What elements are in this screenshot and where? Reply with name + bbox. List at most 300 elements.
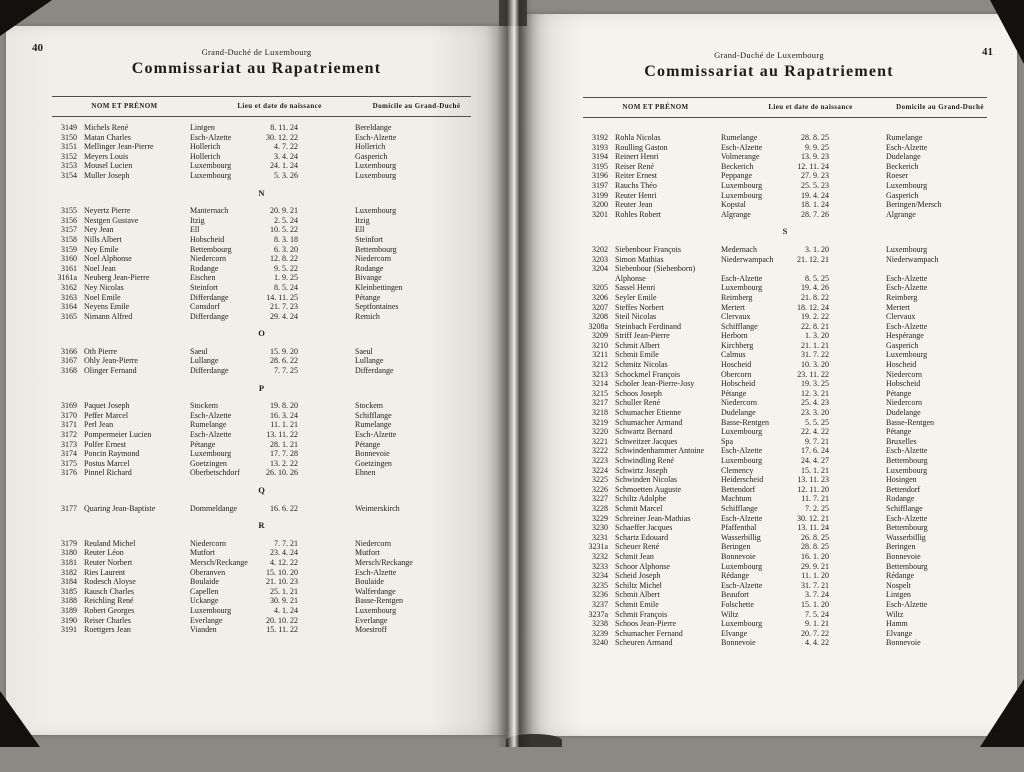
cell-name: Reuter Jean — [615, 200, 653, 210]
cell-domicile: Mertert — [886, 302, 910, 312]
cell-name: Siebenbour François — [615, 244, 681, 254]
cell-place: Everlange — [190, 615, 223, 625]
cell-num: 3227 — [592, 494, 608, 504]
cell-place: Esch-Alzette — [190, 132, 232, 142]
cell-num: 3240 — [592, 638, 608, 648]
table-row — [52, 587, 471, 597]
cell-date: 3. 4. 24 — [274, 151, 298, 161]
cell-num: 3229 — [592, 513, 608, 523]
cell-name: Schwindenhammer Antoine — [615, 446, 705, 456]
cell-num: 3191 — [61, 625, 77, 635]
cell-name: Oth Pierre — [84, 346, 118, 356]
cell-num: 3151 — [61, 142, 77, 152]
cell-date: 1. 9. 25 — [274, 273, 298, 283]
cell-num: 3205 — [592, 283, 608, 293]
cell-place: Rumelange — [190, 420, 227, 430]
cell-place: Machtum — [721, 494, 752, 504]
cell-place: Mertert — [721, 302, 745, 312]
table-row — [583, 200, 987, 210]
cell-name: Schwinden Nicolas — [615, 475, 677, 485]
cell-date: 5. 3. 26 — [274, 170, 298, 180]
cell-num: 3222 — [592, 446, 608, 456]
table-row — [52, 548, 471, 558]
table-row — [583, 303, 987, 313]
cell-domicile: Hollerich — [355, 142, 386, 152]
cell-domicile: Esch-Alzette — [886, 599, 928, 609]
cell-place: Medernach — [721, 244, 757, 254]
cell-date: 12. 8. 22 — [270, 254, 298, 264]
table-row — [583, 360, 987, 370]
cell-num: 3234 — [592, 571, 608, 581]
cell-num: 3237 — [592, 599, 608, 609]
cell-date: 23. 11. 22 — [797, 369, 829, 379]
cell-name: Schockmel François — [615, 369, 681, 379]
cell-date: 28. 6. 22 — [270, 356, 298, 366]
cell-num: 3204 — [592, 264, 608, 274]
cell-date: 7. 5. 24 — [805, 609, 829, 619]
cell-name: Reiser Charles — [84, 615, 131, 625]
cell-name: Schiltz Michel — [615, 580, 662, 590]
cell-name: Robert Georges — [84, 605, 135, 615]
cell-name: Nestgen Gustave — [84, 215, 139, 225]
cell-place: Pétange — [190, 439, 216, 449]
cell-domicile: Walferdange — [355, 586, 396, 596]
table-row — [583, 312, 987, 322]
cell-domicile — [829, 264, 987, 274]
cell-date: 12. 11. 20 — [797, 484, 829, 494]
cell-name: Striff Jean-Pierre — [615, 331, 670, 341]
cell-domicile: Esch-Alzette — [355, 567, 397, 577]
table-row — [52, 123, 471, 133]
cell-num: 3203 — [592, 254, 608, 264]
cell-domicile: Schifflange — [886, 503, 923, 513]
cell-place: Beckerich — [721, 161, 754, 171]
cell-domicile: Bonnevoie — [886, 638, 921, 648]
cell-name: Schartz Edouard — [615, 532, 669, 542]
cell-date: 12. 3. 21 — [801, 388, 829, 398]
table-row — [583, 514, 987, 524]
cell-place: Schifflange — [721, 321, 758, 331]
table-row — [583, 283, 987, 293]
table-row — [583, 264, 987, 274]
cell-num: 3219 — [592, 417, 608, 427]
cell-date: 9. 5. 22 — [274, 263, 298, 273]
cell-place: Luxembourg — [721, 427, 763, 437]
cell-date: 20. 7. 22 — [801, 628, 829, 638]
table-row — [583, 210, 987, 220]
cell-domicile: Ell — [355, 225, 365, 235]
cell-date: 11. 7. 21 — [801, 494, 829, 504]
table-row — [583, 331, 987, 341]
cell-place: Wiltz — [721, 609, 739, 619]
cell-domicile: Niedercorn — [355, 254, 391, 264]
cell-num: 3182 — [61, 567, 77, 577]
cell-date: 18. 12. 24 — [797, 302, 829, 312]
cell-domicile: Gasperich — [886, 340, 919, 350]
cell-domicile: Hobscheid — [886, 379, 921, 389]
cell-date: 23. 3. 20 — [801, 408, 829, 418]
table-row — [52, 293, 471, 303]
cell-name: Rohles Robert — [615, 209, 661, 219]
cell-name: Reiser René — [615, 161, 654, 171]
cell-date — [785, 264, 829, 274]
section-letter-s: S — [782, 226, 788, 237]
cell-date: 28. 1. 21 — [270, 439, 298, 449]
cell-domicile: Gasperich — [886, 190, 919, 200]
cell-name: Muller Joseph — [84, 170, 130, 180]
cell-place: Herborn — [721, 331, 748, 341]
table-row — [583, 466, 987, 476]
cell-num: 3215 — [592, 388, 608, 398]
cell-name: Schumacher Armand — [615, 417, 683, 427]
table-row — [583, 370, 987, 380]
cell-date: 21. 8. 22 — [801, 292, 829, 302]
cell-domicile: Hamm — [886, 619, 908, 629]
cell-date: 20. 10. 22 — [266, 615, 298, 625]
cell-num: 3188 — [61, 596, 77, 606]
cell-num: 3190 — [61, 615, 77, 625]
cell-num: 3167 — [61, 356, 77, 366]
cell-name: Steinbach Ferdinand — [615, 321, 681, 331]
cell-domicile: Rodange — [886, 494, 915, 504]
table-row — [52, 420, 471, 430]
cell-date: 11. 1. 20 — [801, 571, 829, 581]
cell-place: Niedercorn — [190, 538, 226, 548]
cell-name: Schmit François — [615, 609, 668, 619]
cell-place: Uckange — [190, 596, 219, 606]
cell-domicile: Luxembourg — [886, 465, 928, 475]
table-row — [583, 133, 987, 143]
cell-domicile: Bivange — [355, 273, 382, 283]
cell-domicile: Luxembourg — [886, 244, 928, 254]
table-row — [52, 440, 471, 450]
column-header-lieu: Lieu et date de naissance — [768, 103, 853, 111]
cell-name: Alphonse — [615, 273, 646, 283]
cell-domicile: Stockem — [355, 401, 383, 411]
cell-date: 7. 7. 25 — [274, 366, 298, 376]
page-gutter — [497, 0, 533, 747]
cell-name: Schuller René — [615, 398, 661, 408]
table-row — [583, 181, 987, 191]
cell-date: 19. 4. 26 — [801, 283, 829, 293]
cell-place: Luxembourg — [721, 456, 763, 465]
cell-place: Calmus — [721, 350, 746, 360]
cell-domicile: Pétange — [355, 292, 381, 302]
cell-place: Dudelange — [721, 408, 756, 418]
cell-date: 13. 11. 23 — [797, 475, 829, 485]
cell-domicile: Septfontaines — [355, 302, 399, 312]
table-row — [52, 596, 471, 606]
cell-num: 3223 — [592, 456, 608, 465]
table-row — [52, 235, 471, 245]
table-row — [52, 206, 471, 216]
cell-domicile: Luxembourg — [355, 170, 397, 180]
cell-date: 22. 8. 21 — [801, 321, 829, 331]
table-row — [583, 191, 987, 201]
cell-num: 3202 — [592, 244, 608, 254]
table-row — [583, 590, 987, 600]
cell-name: Seyler Emile — [615, 292, 657, 302]
table-row — [583, 600, 987, 610]
cell-name: Meyers Louis — [84, 151, 129, 161]
cell-name: Neuberg Jean-Pierre — [84, 273, 150, 283]
cell-place: Luxembourg — [721, 283, 763, 293]
cell-domicile: Algrange — [886, 209, 916, 219]
cell-domicile: Basse-Rentgen — [355, 596, 403, 606]
cell-place: Kirchberg — [721, 340, 754, 350]
table-row — [583, 504, 987, 514]
table-row — [583, 542, 987, 552]
cell-place: Niederwampach — [721, 254, 774, 264]
cell-num: 3214 — [592, 379, 608, 389]
cell-date: 21. 1. 21 — [801, 340, 829, 350]
cell-date: 4. 12. 22 — [270, 557, 298, 567]
cell-num: 3174 — [61, 449, 77, 459]
cell-domicile: Luxembourg — [886, 180, 928, 190]
table-row — [52, 504, 471, 514]
cell-name: Reichling René — [84, 596, 134, 606]
cell-place: Bettembourg — [190, 244, 232, 254]
cell-num: 3239 — [592, 628, 608, 638]
cell-num: 3206 — [592, 292, 608, 302]
cell-num: 3224 — [592, 465, 608, 475]
cell-name: Mousel Lucien — [84, 161, 133, 171]
table-row — [52, 254, 471, 264]
cell-place: Luxembourg — [190, 449, 232, 459]
cell-domicile: Everlange — [355, 615, 388, 625]
cell-place: Algrange — [721, 209, 751, 219]
cell-date: 15. 9. 20 — [270, 346, 298, 356]
cell-domicile: Kleinbettingen — [355, 282, 403, 292]
cell-date: 3. 1. 20 — [805, 244, 829, 254]
cell-date: 7. 7. 21 — [274, 538, 298, 548]
cell-num: 3238 — [592, 619, 608, 629]
cell-place: Esch-Alzette — [721, 513, 763, 523]
cell-num: 3172 — [61, 430, 77, 440]
table-row — [583, 245, 987, 255]
cell-domicile: Remich — [355, 311, 380, 321]
table-row — [583, 379, 987, 389]
cell-num: 3193 — [592, 142, 608, 152]
cell-num: 3185 — [61, 586, 77, 596]
cell-name: Rausch Charles — [84, 586, 134, 596]
cell-place — [721, 264, 785, 274]
cell-place: Manternach — [190, 206, 229, 216]
table-row — [52, 568, 471, 578]
cell-domicile: Esch-Alzette — [886, 321, 928, 331]
cell-place: Itzig — [190, 215, 205, 225]
table-row — [583, 171, 987, 181]
cell-place: Esch-Alzette — [721, 580, 763, 590]
table-row — [583, 629, 987, 639]
cell-date: 15. 11. 22 — [266, 625, 298, 635]
cell-date: 13. 2. 22 — [270, 458, 298, 468]
cell-date: 22. 4. 22 — [801, 427, 829, 437]
cell-place: Spa — [721, 436, 733, 446]
cell-place: Esch-Alzette — [721, 142, 763, 152]
cell-name: Poncin Raymond — [84, 449, 140, 459]
cell-date: 26. 8. 25 — [801, 532, 829, 542]
page-title: Commissariat au Rapatriement — [131, 60, 382, 77]
table-rows — [52, 123, 471, 635]
cell-date: 16. 3. 24 — [270, 410, 298, 420]
table-row — [52, 142, 471, 152]
cell-domicile: Bruxelles — [886, 436, 917, 446]
cell-date: 13. 11. 22 — [266, 430, 298, 440]
cell-place: Rédange — [721, 571, 749, 581]
cell-num: 3232 — [592, 551, 608, 561]
cell-num: 3195 — [592, 161, 608, 171]
cell-date: 15. 1. 20 — [801, 599, 829, 609]
cell-place: Luxembourg — [190, 170, 232, 180]
table-row — [583, 408, 987, 418]
cell-num: 3200 — [592, 200, 608, 210]
cell-domicile: Bonnevoie — [886, 551, 921, 561]
cell-date: 30. 12. 21 — [797, 513, 829, 523]
cell-domicile: Hoscheid — [886, 360, 917, 370]
cell-date: 19. 8. 20 — [270, 401, 298, 411]
cell-domicile: Pétange — [886, 388, 912, 398]
table-rows — [583, 133, 987, 648]
cell-num: 3154 — [61, 170, 77, 180]
cell-domicile: Rumelange — [886, 133, 923, 142]
cell-domicile: Bettendorf — [886, 484, 921, 494]
cell-place: Luxembourg — [190, 605, 232, 615]
cell-place: Vianden — [190, 625, 217, 635]
cell-num: 3179 — [61, 538, 77, 548]
cell-num: 3153 — [61, 161, 77, 171]
cell-date: 2. 5. 24 — [274, 215, 298, 225]
cell-place: Pfaffenthal — [721, 523, 757, 533]
cell-domicile: Niedercorn — [355, 538, 391, 548]
cell-date: 13. 11. 24 — [797, 523, 829, 533]
cell-date: 24. 4. 27 — [801, 456, 829, 465]
cell-place: Mutfort — [190, 548, 215, 558]
cell-name: Ries Laurent — [84, 567, 126, 577]
cell-name: Schiltz Adolphe — [615, 494, 667, 504]
cell-date: 21. 10. 23 — [266, 577, 298, 587]
cell-date: 8. 5. 24 — [274, 282, 298, 292]
cell-domicile: Elvange — [886, 628, 913, 638]
cell-date: 4. 1. 24 — [274, 605, 298, 615]
cell-domicile: Dudelange — [886, 152, 921, 162]
cell-place: Lullange — [190, 356, 219, 366]
table-row — [583, 427, 987, 437]
cell-domicile: Luxembourg — [886, 350, 928, 360]
cell-num: 3184 — [61, 577, 77, 587]
cell-place: Hollerich — [190, 142, 221, 152]
cell-date: 10. 5. 22 — [270, 225, 298, 235]
table-row — [52, 216, 471, 226]
cell-domicile: Ehnen — [355, 468, 376, 478]
cell-domicile: Wasserbillig — [886, 532, 926, 542]
cell-place: Wasserbillig — [721, 532, 761, 542]
cell-date: 26. 10. 26 — [266, 468, 298, 478]
cell-date: 10. 3. 20 — [801, 360, 829, 370]
cell-domicile: Clervaux — [886, 312, 916, 322]
cell-domicile: Bettembourg — [886, 523, 928, 533]
cell-domicile: Esch-Alzette — [355, 132, 397, 142]
table-row — [583, 610, 987, 620]
cell-date: 8. 5. 25 — [805, 273, 829, 283]
cell-name: Reuter Léon — [84, 548, 124, 558]
right-page — [521, 14, 1017, 736]
cell-num: 3210 — [592, 340, 608, 350]
cell-num: 3155 — [61, 206, 77, 216]
cell-name: Nimann Alfred — [84, 311, 133, 321]
cell-name: Neyens Emile — [84, 302, 130, 312]
page-number: 40 — [32, 42, 43, 54]
cell-date: 9. 1. 21 — [805, 619, 829, 629]
cell-domicile: Mersch/Reckange — [355, 557, 413, 567]
cell-name: Sassel Henri — [615, 283, 656, 293]
cell-date: 3. 7. 24 — [805, 590, 829, 600]
cell-name: Roulling Gaston — [615, 142, 668, 152]
cell-domicile: Esch-Alzette — [886, 446, 928, 456]
table-row — [583, 293, 987, 303]
cell-date: 15. 1. 21 — [801, 465, 829, 475]
table-row — [52, 302, 471, 312]
section-letter-q: Q — [258, 485, 265, 495]
cell-name: Schmit Marcel — [615, 503, 663, 513]
table-row — [52, 133, 471, 143]
cell-domicile: Niedercorn — [886, 369, 922, 379]
cell-name: Reiter Ernest — [615, 171, 657, 181]
table-row — [583, 581, 987, 591]
cell-num: 3169 — [61, 401, 77, 411]
table-header — [583, 97, 987, 118]
cell-num: 3168 — [61, 366, 77, 376]
cell-place: Boulaide — [190, 577, 219, 587]
cell-place: Hobscheid — [721, 379, 756, 389]
cell-date: 31. 7. 21 — [801, 580, 829, 590]
cell-date: 18. 1. 24 — [801, 200, 829, 210]
cell-name: Scheid Joseph — [615, 571, 661, 581]
cell-place: Capellen — [190, 586, 219, 596]
table-row — [52, 273, 471, 283]
table-row — [583, 418, 987, 428]
cell-name: Pinnel Richard — [84, 468, 132, 478]
cell-domicile: Moestroff — [355, 625, 387, 635]
cell-num: 3161 — [61, 263, 77, 273]
cell-domicile: Esch-Alzette — [886, 273, 928, 283]
table-row — [52, 356, 471, 366]
cell-domicile: Hosingen — [886, 475, 917, 485]
cell-name: Matan Charles — [84, 132, 131, 142]
cell-place: Hollerich — [190, 151, 221, 161]
cell-domicile: Reimberg — [886, 292, 918, 302]
column-header-domicile: Domicile au Grand-Duché — [896, 103, 984, 111]
cell-name: Pompermeier Lucien — [84, 430, 152, 440]
table-row — [52, 152, 471, 162]
cell-domicile: Rodange — [355, 263, 384, 273]
cell-place: Lintgen — [190, 123, 215, 132]
cell-name: Noel Alphonse — [84, 254, 132, 264]
cell-num: 3225 — [592, 475, 608, 485]
cell-name: Ney Emile — [84, 244, 119, 254]
table-row — [52, 312, 471, 322]
table-header — [52, 96, 471, 117]
cell-place: Esch-Alzette — [721, 446, 763, 456]
cell-num: 3233 — [592, 561, 608, 571]
cell-num: 3166 — [61, 346, 77, 356]
cell-num: 3194 — [592, 152, 608, 162]
cell-date: 24. 1. 24 — [270, 161, 298, 171]
cell-name: Reuland Michel — [84, 538, 136, 548]
cell-domicile: Bettembourg — [886, 456, 928, 465]
cell-name: Schaeffer Jacques — [615, 523, 673, 533]
cell-place: Mersch/Reckange — [190, 557, 248, 567]
